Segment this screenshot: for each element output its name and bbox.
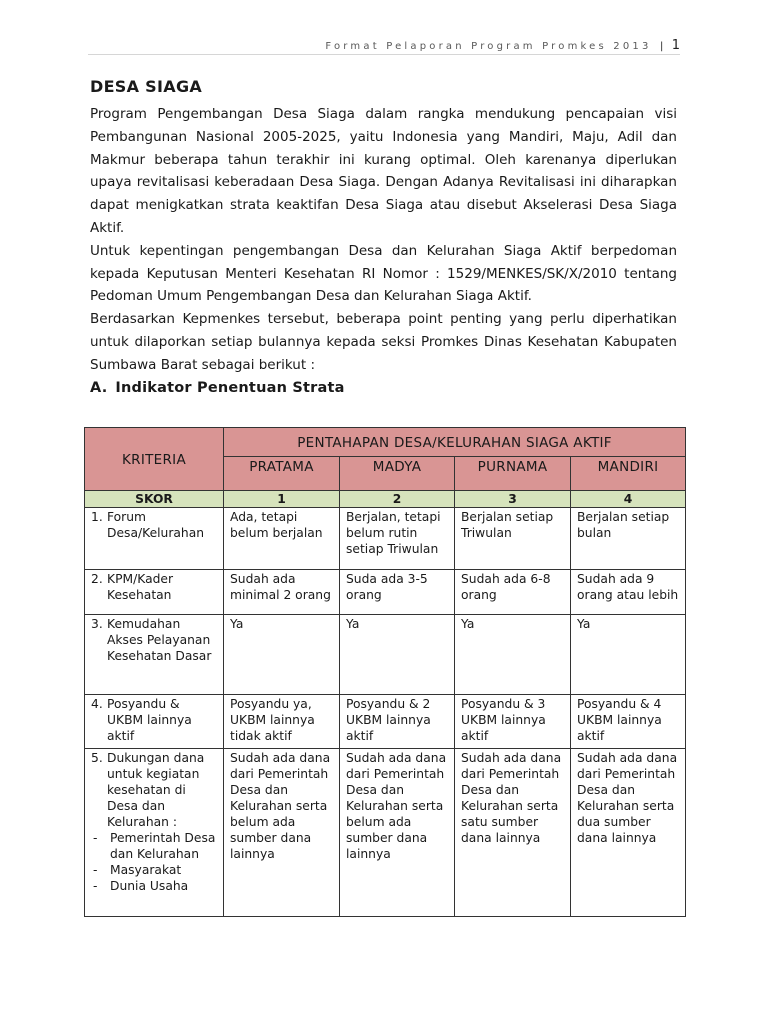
stage-cell: Sudah ada minimal 2 orang [224,570,340,615]
stage-cell: Sudah ada 6-8 orang [455,570,571,615]
funding-source-list [91,830,217,894]
stage-cell: Sudah ada dana dari Pemerintah Desa dan Kelurahan serta belum ada sumber dana lainnya [340,749,455,917]
stage-cell: Ya [340,615,455,695]
section-number: A. [90,379,108,396]
stage-cell: Ya [571,615,686,695]
criteria-text: Dukungan dana untuk kegiatan kesehatan di Desa dan Kelurahan : [107,751,205,829]
table-row [85,615,686,695]
stage-cell: Sudah ada dana dari Pemerintah Desa dan Kelurahan serta belum ada sumber dana lainnya [224,749,340,917]
skor-value: 3 [455,491,571,508]
header-separator: | [659,41,664,52]
criteria-cell: 2. KPM/Kader Kesehatan [85,570,224,615]
section-title: Indikator Penentuan Strata [115,379,345,396]
stage-cell: Posyandu & 4 UKBM lainnya aktif [571,695,686,749]
criteria-cell: 5. Dukungan dana untuk kegiatan kesehatan di Desa dan Kelurahan : - Pemerintah Desa dan Kelurahan - Masyarakat - Dunia Usaha [85,749,224,917]
criteria-cell: 1. Forum Desa/Kelurahan [85,508,224,570]
stage-cell: Sudah ada 9 orang atau lebih [571,570,686,615]
header-text: Format Pelaporan Program Promkes 2013 [325,41,652,52]
stage-cell: Posyandu & 2 UKBM lainnya aktif [340,695,455,749]
stage-cell: Sudah ada dana dari Pemerintah Desa dan Kelurahan serta dua sumber dana lainnya [571,749,686,917]
stage-cell: Ya [224,615,340,695]
criteria-text: Posyandu & UKBM lainnya aktif [107,697,192,743]
stage-header-pratama: PRATAMA [224,457,340,491]
page-header [88,38,680,55]
strata-table [84,427,686,917]
stage-cell: Berjalan, tetapi belum rutin setiap Triwulan [340,508,455,570]
skor-row [85,491,686,508]
list-item: - Masyarakat [93,863,182,877]
stage-header-madya: MADYA [340,457,455,491]
kriteria-header: KRITERIA [85,428,224,491]
criteria-text: KPM/Kader Kesehatan [107,572,174,602]
skor-value: 1 [224,491,340,508]
stage-cell: Ada, tetapi belum berjalan [224,508,340,570]
stage-cell: Berjalan setiap bulan [571,508,686,570]
criteria-text: Kemudahan Akses Pelayanan Kesehatan Dasar [107,617,212,663]
paragraph-kepmenkes: Berdasarkan Kepmenkes tersebut, beberapa point penting yang perlu diperhatikan untuk dilaporkan setiap bulannya kepada seksi Promkes Dinas Kesehatan Kabupaten Sumbawa Barat sebagai berikut : [90,311,677,373]
paragraph-pedoman: Untuk kepentingan pengembangan Desa dan Kelurahan Siaga Aktif berpedoman kepada Keputusan Menteri Kesehatan RI Nomor : 1529/MENKES/SK/X/2010 tentang Pedoman Umum Pengembangan Desa dan Kelurahan Siaga Aktif. [90,242,677,305]
skor-label: SKOR [85,491,224,508]
document-body [90,76,677,398]
pentahapan-header: PENTAHAPAN DESA/KELURAHAN SIAGA AKTIF [224,428,686,457]
list-item: - Pemerintah Desa dan Kelurahan [93,831,216,861]
skor-value: 2 [340,491,455,508]
table-row [85,508,686,570]
criteria-text: Forum Desa/Kelurahan [107,510,205,540]
criteria-cell: 4. Posyandu & UKBM lainnya aktif [85,695,224,749]
stage-cell: Berjalan setiap Triwulan [455,508,571,570]
page-number: 1 [671,38,680,53]
skor-value: 4 [571,491,686,508]
paragraph-intro: Program Pengembangan Desa Siaga dalam rangka mendukung pencapaian visi Pembangunan Nasional 2005-2025, yaitu Indonesia yang Mandiri, Maju, Adil dan Makmur beberapa tahun terakhir ini kurang optimal. Oleh karenanya diperlukan upaya revitalisasi keberadaan Desa Siaga. Dengan Adanya Revitalisasi ini diharapkan dapat menigkatkan strata keaktifan Desa Siaga atau disebut Akselerasi Desa Siaga Aktif. [90,106,677,236]
stage-header-purnama: PURNAMA [455,457,571,491]
stage-cell: Ya [455,615,571,695]
stage-cell: Posyandu ya, UKBM lainnya tidak aktif [224,695,340,749]
table-row [85,749,686,917]
list-item: - Dunia Usaha [93,879,189,893]
table-row [85,695,686,749]
stage-cell: Sudah ada dana dari Pemerintah Desa dan Kelurahan serta satu sumber dana lainnya [455,749,571,917]
stage-cell: Suda ada 3-5 orang [340,570,455,615]
stage-header-mandiri: MANDIRI [571,457,686,491]
document-title: DESA SIAGA [90,77,203,96]
stage-cell: Posyandu & 3 UKBM lainnya aktif [455,695,571,749]
section-heading [90,378,677,398]
table-row [85,570,686,615]
criteria-cell: 3. Kemudahan Akses Pelayanan Kesehatan Dasar [85,615,224,695]
